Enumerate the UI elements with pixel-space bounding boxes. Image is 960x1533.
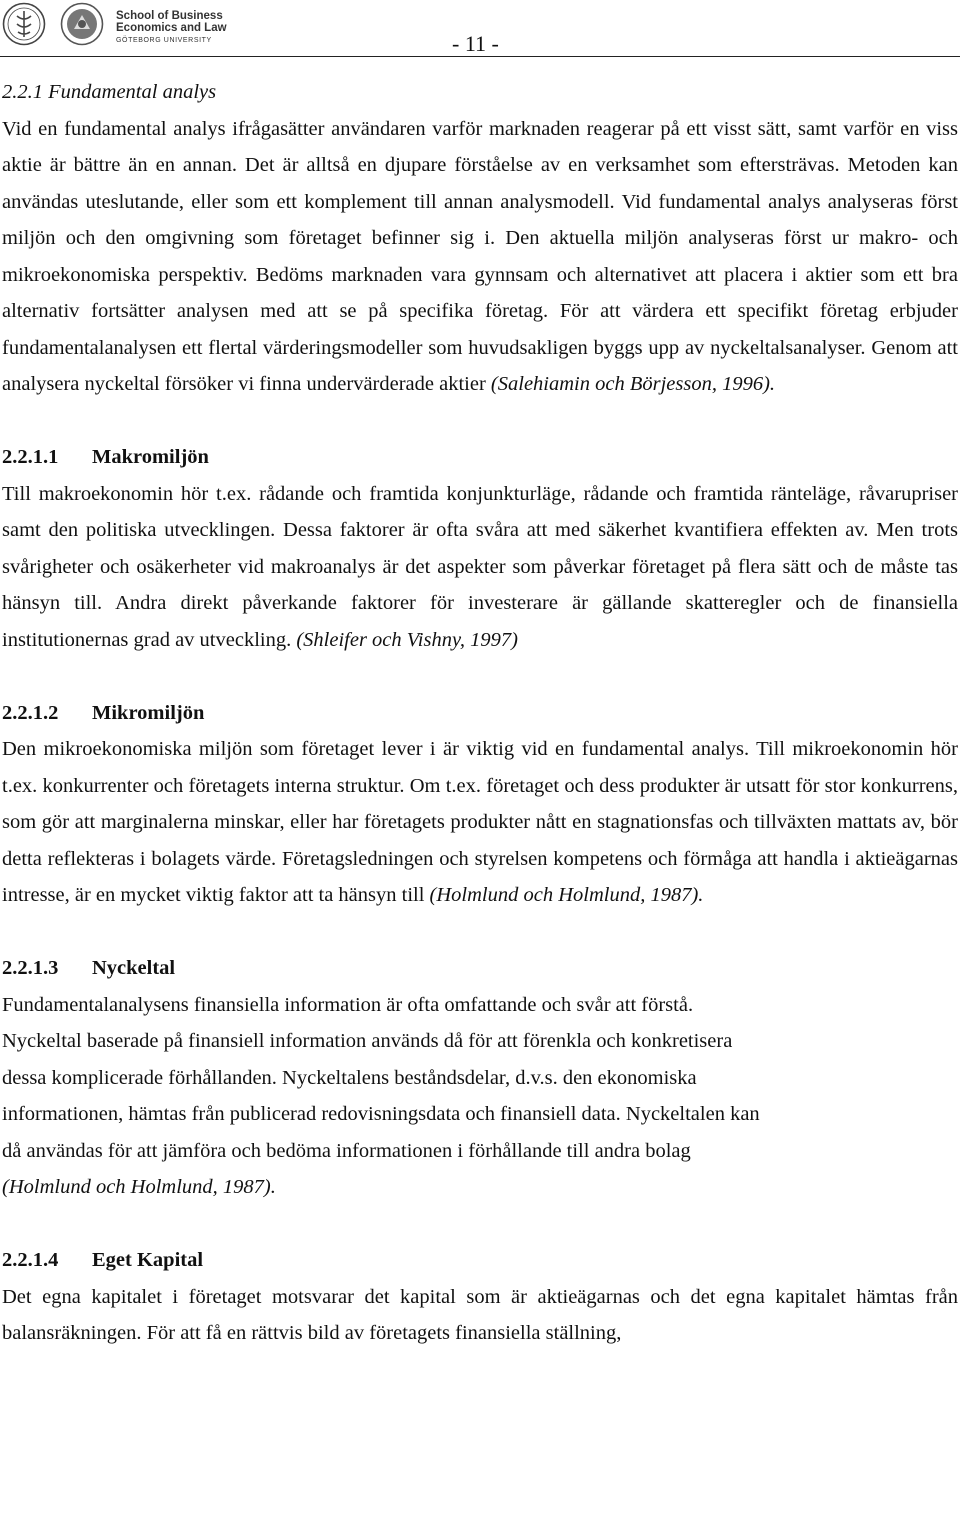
paragraph-mikromiljon — [2, 731, 958, 914]
paragraph-line: informationen, hämtas från publicerad redovisningsdata och finansiell data. Nyckeltalen kan — [2, 1103, 760, 1125]
citation: (Shleifer och Vishny, 1997) — [296, 628, 518, 651]
section-number: 2.2.1.3 — [2, 957, 59, 979]
logo-line-3: GÖTEBORG UNIVERSITY — [116, 37, 212, 44]
citation: (Salehiamin och Börjesson, 1996). — [490, 373, 776, 395]
section-heading-eget-kapital — [2, 1242, 958, 1279]
section-title: Mikromiljön — [92, 701, 205, 724]
citation: (Holmlund och Holmlund, 1987). — [2, 1176, 276, 1198]
paragraph-text: Det egna kapitalet i företaget motsvarar det kapital som är aktieägarnas och det egna kapitalet hämtas från balansräkningen. För att få en rättvis bild av företagets finansiella ställning, — [2, 1285, 958, 1344]
paragraph-nyckeltal — [2, 987, 958, 1206]
page-number: - 11 - — [452, 31, 499, 56]
paragraph-text: Till makroekonomin hör t.ex. rådande och framtida konjunkturläge, rådande och framtida ränteläge, råvarupriser samt den politiska utvecklingen. Dessa faktorer är ofta svåra att med säkerhet kvantifiera effekten av. Men trots svårigheter och osäkerheter vid makroanalys är det aspekter som påverkar företaget på flera sätt och de måste tas hänsyn till. Andra direkt påverkande faktorer för investerare är gällande skatteregler och de finansiella institutionernas grad av utveckling. — [2, 482, 958, 651]
school-logo-text — [116, 10, 227, 47]
citation: (Holmlund och Holmlund, 1987). — [429, 884, 704, 906]
section-heading-mikromiljon — [2, 695, 958, 732]
section-title: Nyckeltal — [92, 957, 176, 979]
section-heading-makromiljon — [2, 439, 958, 476]
school-emblem-icon — [60, 2, 104, 46]
logo-line-2: Economics and Law — [116, 22, 227, 34]
logo-line-1: School of Business — [116, 10, 223, 22]
paragraph-line: Fundamentalanalysens finansiella information är ofta omfattande och svår att förstå. — [2, 993, 694, 1016]
header-divider — [0, 56, 960, 57]
section-number: 2.2.1.2 — [2, 701, 59, 724]
paragraph-line: dessa komplicerade förhållanden. Nyckeltalens beståndsdelar, d.v.s. den ekonomiska — [2, 1066, 697, 1089]
paragraph-fundamental-analys — [2, 111, 958, 403]
section-number: 2.2.1.4 — [2, 1249, 59, 1271]
page-header — [0, 0, 960, 58]
section-title: Eget Kapital — [92, 1249, 204, 1271]
paragraph-text: Vid en fundamental analys ifrågasätter användaren varför marknaden reagerar på ett visst sätt, samt varför en viss aktie är bättre än en annan. Det är alltså en djupare förståelse av en verksamhet som eftersträvas. Metoden kan användas uteslutande, eller som ett komplement till annan analysmodell. Vid fundamental analys analyseras först miljön och den omgivning som företaget befinner sig i. Den aktuella miljön analyseras först ur makro- och mikroekonomiska perspektiv. Bedöms marknaden vara gynnsam och alternativet att placera i aktier som ett bra alternativ fortsätter analysen med att se på specifika företag. För att värdera ett specifikt företag erbjuder fundamentalanalysen ett flertal värderingsmodeller som huvudsakligen byggs upp av nyckeltalsanalyser. Genom att analysera nyckeltal försöker vi finna undervärderade aktier — [2, 117, 958, 395]
paragraph-makromiljon — [2, 476, 958, 659]
paragraph-eget-kapital — [2, 1279, 958, 1352]
section-heading-nyckeltal — [2, 950, 958, 987]
section-heading-fundamental-analys: 2.2.1 Fundamental analys — [2, 81, 217, 103]
paragraph-line: då användas för att jämföra och bedöma informationen i förhållande till andra bolag — [2, 1139, 691, 1162]
section-number: 2.2.1.1 — [2, 446, 59, 468]
section-title: Makromiljön — [92, 446, 209, 468]
paragraph-line: Nyckeltal baserade på finansiell information används då för att förenkla och konkretisera — [2, 1030, 733, 1052]
paragraph-text: Den mikroekonomiska miljön som företaget lever i är viktig vid en fundamental analys. Till mikroekonomin hör t.ex. konkurrenter och företagets interna struktur. Om t.ex. företaget och dess produkter är utsatt för stor konkurrens, som gör att marginalerna minskar, eller har företagets produkter nått en stagnationsfas och tillväxten mattats av, bör detta reflekteras i bolagets värde. Företagsledningen och styrelsen kompetens och förmåga att handla i aktieägarnas intresse, är en mycket viktig faktor att ta hänsyn till — [2, 738, 958, 906]
document-body — [2, 74, 958, 1352]
university-seal-icon — [2, 2, 46, 46]
